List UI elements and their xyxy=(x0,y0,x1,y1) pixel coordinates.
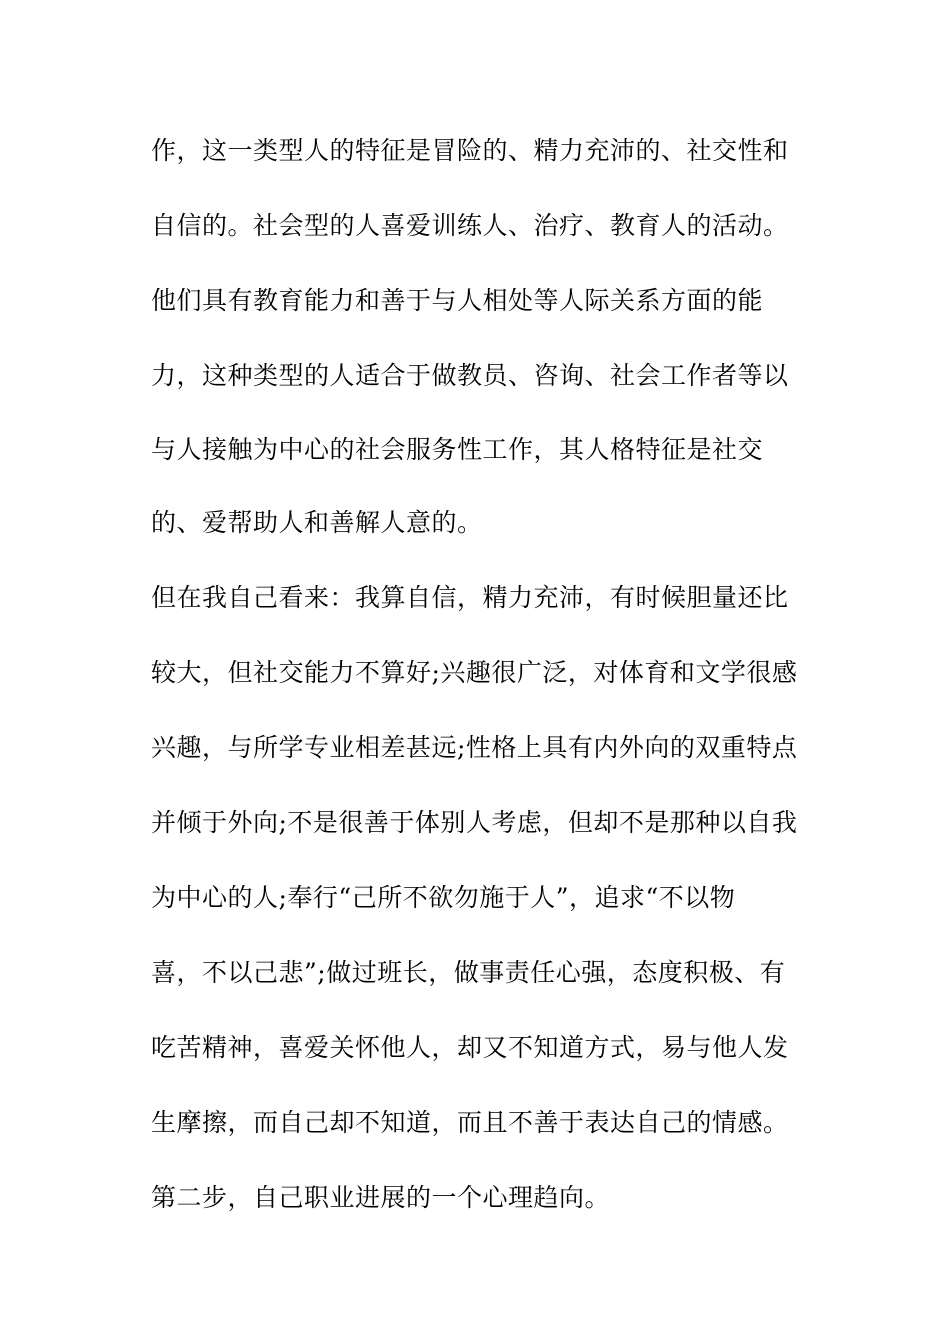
section-heading-line: 第二步，自己职业进展的一个心理趋向。 xyxy=(151,1183,611,1212)
text-line: 的、爱帮助人和善解人意的。 xyxy=(151,508,483,537)
text-line: 他们具有教育能力和善于与人相处等人际关系方面的能 xyxy=(151,286,764,315)
text-line: 吃苦精神，喜爱关怀他人，却又不知道方式，易与他人发 xyxy=(151,1033,789,1062)
text-line: 力，这种类型的人适合于做教员、咨询、社会工作者等以 xyxy=(151,361,789,390)
text-line: 作，这一类型人的特征是冒险的、精力充沛的、社交性和 xyxy=(151,136,789,165)
text-line: 生摩擦，而自己却不知道，而且不善于表达自己的情感。 xyxy=(151,1108,789,1137)
text-line: 但在我自己看来：我算自信，精力充沛，有时候胆量还比 xyxy=(151,583,789,612)
text-line: 喜，不以己悲”;做过班长，做事责任心强，态度积极、有 xyxy=(151,958,786,987)
text-line: 为中心的人;奉行“己所不欲勿施于人”，追求“不以物 xyxy=(151,883,736,912)
text-line: 较大，但社交能力不算好;兴趣很广泛，对体育和文学很感 xyxy=(151,658,798,687)
text-line: 并倾于外向;不是很善于体别人考虑，但却不是那种以自我 xyxy=(151,808,798,837)
text-line: 自信的。社会型的人喜爱训练人、治疗、教育人的活动。 xyxy=(151,211,789,240)
text-line: 兴趣，与所学专业相差甚远;性格上具有内外向的双重特点 xyxy=(151,733,798,762)
text-line: 与人接触为中心的社会服务性工作，其人格特征是社交 xyxy=(151,435,764,464)
